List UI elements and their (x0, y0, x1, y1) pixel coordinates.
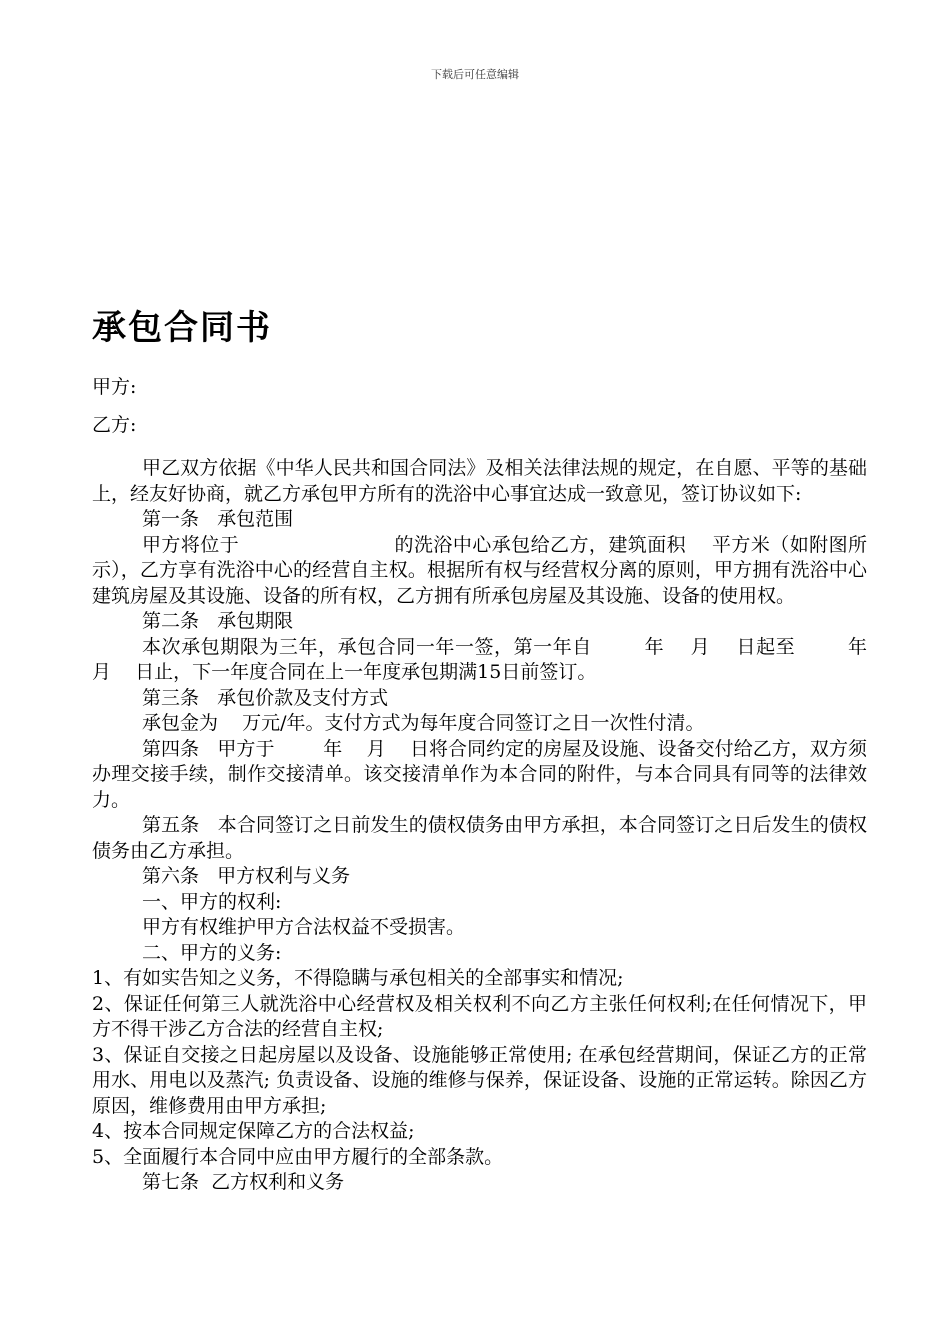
contract-paragraph: 甲方将位于 的洗浴中心承包给乙方，建筑面积 平方米（如附图所示），乙方享有洗浴中心的经营自主权。根据所有权与经营权分离的原则，甲方拥有洗浴中心建筑房屋及其设施、设备的所有权，乙方拥有所承包房屋及其设施、设备的使用权。 (92, 533, 867, 607)
contract-paragraph: 第二条 承包期限 (142, 610, 294, 632)
party-a-label: 甲方: (92, 376, 137, 398)
list-item: 2、保证任何第三人就洗浴中心经营权及相关权利不向乙方主张任何权利;在任何情况下，甲方不得干涉乙方合法的经营自主权; (92, 992, 867, 1040)
contract-paragraph: 本次承包期限为三年，承包合同一年一签，第一年自 年 月 日起至 年 月 日止，下一年度合同在上一年度承包期满15日前签订。 (92, 635, 892, 683)
contract-paragraph: 承包金为 万元/年。支付方式为每年度合同签订之日一次性付清。 (142, 712, 705, 734)
contract-paragraph: 第七条 乙方权利和义务 (142, 1171, 345, 1193)
contract-paragraph: 甲方有权维护甲方合法权益不受损害。 (142, 916, 466, 938)
list-item: 4、按本合同规定保障乙方的合法权益; (92, 1120, 415, 1142)
contract-body (92, 456, 892, 1196)
list-item: 3、保证自交接之日起房屋以及设备、设施能够正常使用; 在承包经营期间，保证乙方的正常用水、用电以及蒸汽; 负责设备、设施的维修与保养，保证设备、设施的正常运转。除因乙方原因，维修费用由甲方承担; (92, 1043, 867, 1117)
contract-paragraph: 一、甲方的权利: (142, 890, 282, 913)
document-title: 承包合同书 (92, 308, 272, 348)
contract-paragraph: 甲乙双方依据《中华人民共和国合同法》及相关法律法规的规定，在自愿、平等的基础上，经友好协商，就乙方承包甲方所有的洗浴中心事宜达成一致意见，签订协议如下: (92, 457, 867, 505)
contract-paragraph: 二、甲方的义务: (142, 941, 282, 964)
contract-paragraph: 第三条 承包价款及支付方式 (142, 686, 389, 709)
contract-paragraph: 第五条 本合同签订之日前发生的债权债务由甲方承担，本合同签订之日后发生的债权债务由乙方承担。 (92, 814, 867, 862)
contract-paragraph: 第四条 甲方于 年 月 日将合同约定的房屋及设施、设备交付给乙方，双方须办理交接手续，制作交接清单。该交接清单作为本合同的附件，与本合同具有同等的法律效力。 (92, 737, 867, 811)
header-note: 下载后可任意编辑 (431, 68, 519, 81)
contract-paragraph: 第一条 承包范围 (142, 508, 294, 530)
party-b-label: 乙方: (92, 414, 137, 436)
list-item: 1、有如实告知之义务，不得隐瞒与承包相关的全部事实和情况; (92, 967, 624, 989)
list-item: 5、全面履行本合同中应由甲方履行的全部条款。 (92, 1145, 504, 1168)
contract-paragraph: 第六条 甲方权利与义务 (142, 865, 351, 887)
